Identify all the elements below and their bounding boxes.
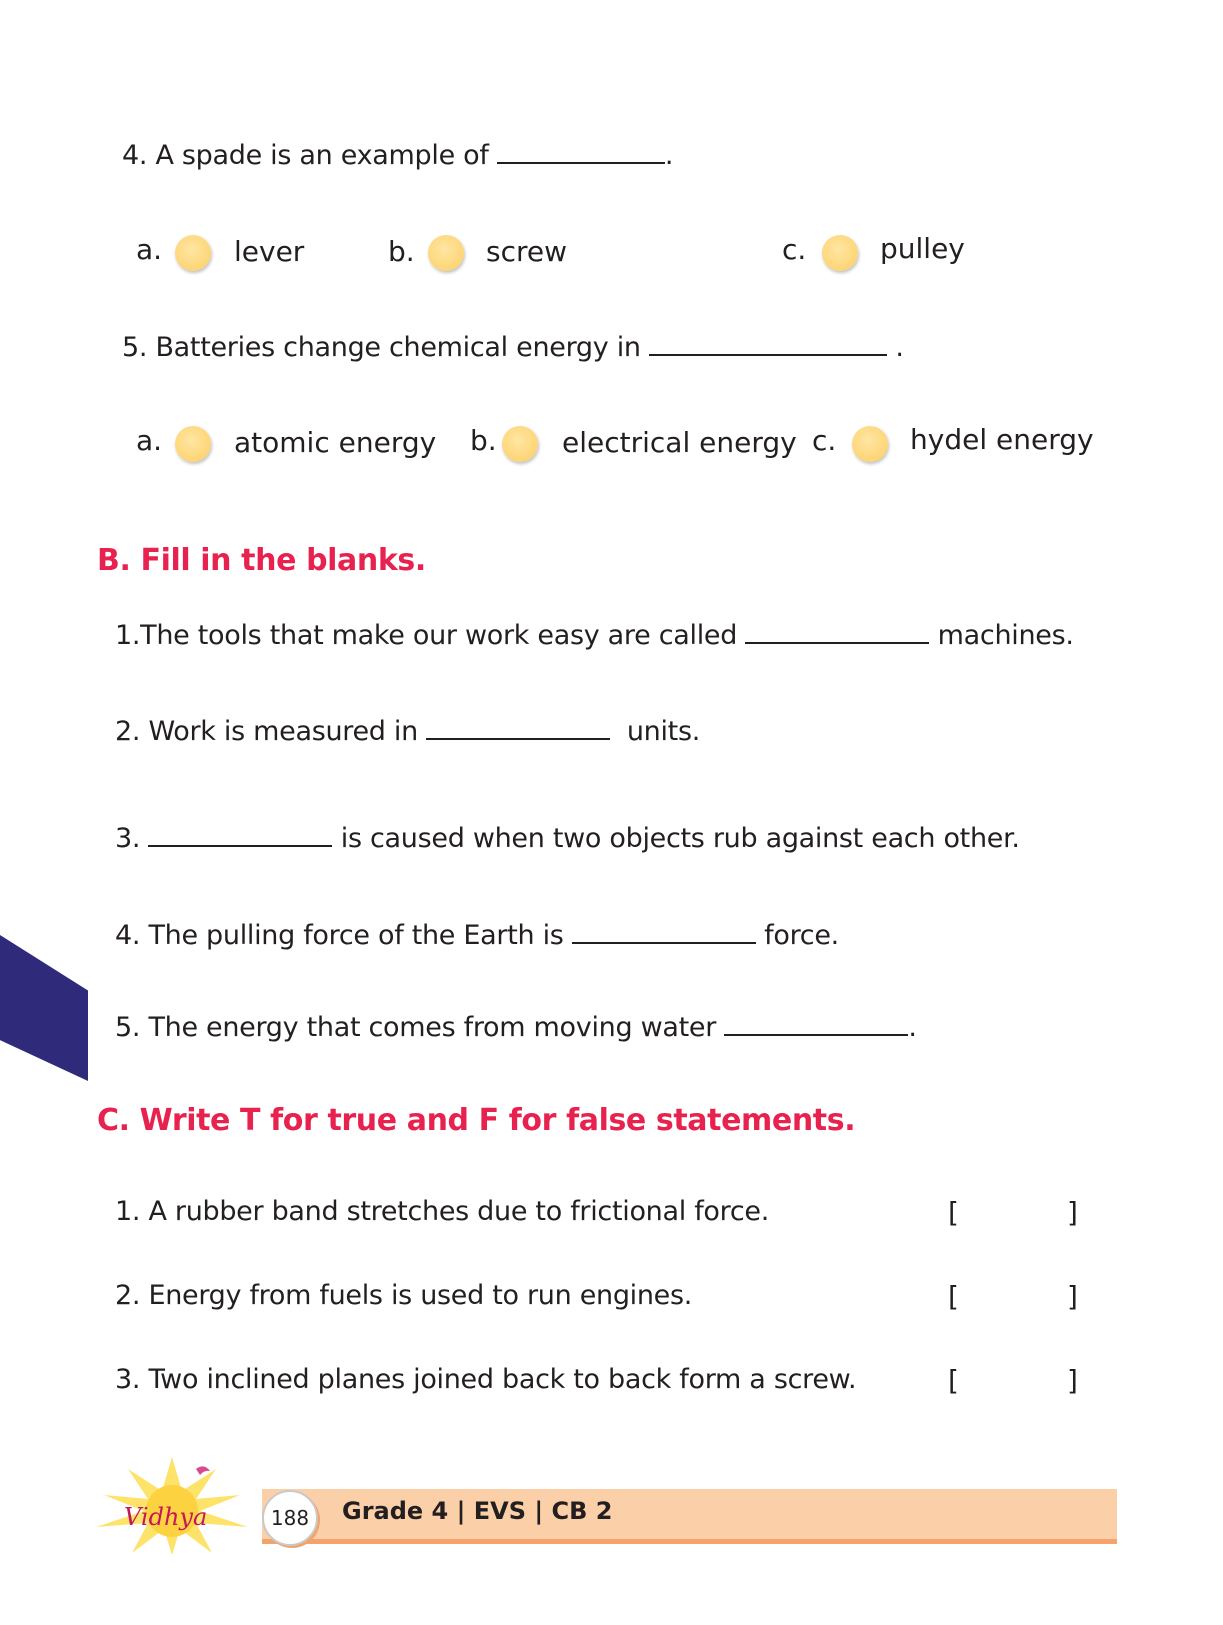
answer-bracket-close: ]: [1067, 1280, 1078, 1313]
answer-bracket-open: [: [948, 1196, 959, 1229]
q4-option-b-label: screw: [486, 235, 568, 268]
q5-option-b-label: electrical energy: [562, 426, 797, 459]
section-c-heading: C. Write T for true and F for false statements.: [97, 1103, 856, 1138]
fill-blank-text: force.: [764, 920, 839, 951]
true-false-statement: 3. Two inclined planes joined back to back form a screw.: [115, 1364, 857, 1395]
answer-blank[interactable]: [745, 620, 929, 644]
bird-icon: [196, 1466, 210, 1475]
fill-blank-text: is caused when two objects rub against each other.: [340, 823, 1020, 854]
fill-blank-text: 4. The pulling force of the Earth is: [115, 920, 564, 951]
answer-blank[interactable]: [649, 332, 887, 356]
footer-text: Grade 4 | EVS | CB 2: [342, 1497, 613, 1525]
fill-blank-text: machines.: [937, 620, 1074, 651]
q5-option-b-letter: b.: [470, 424, 497, 457]
true-false-answer-box[interactable]: [962, 1360, 1068, 1396]
fill-blank-text: 5. The energy that comes from moving water: [115, 1012, 717, 1043]
fill-blank-text: .: [908, 1012, 917, 1043]
q4-option-b-bubble[interactable]: [428, 235, 464, 271]
page-number: 188: [262, 1490, 318, 1546]
true-false-statement: 2. Energy from fuels is used to run engines.: [115, 1280, 693, 1311]
question-5-text: 5. Batteries change chemical energy in: [122, 332, 641, 363]
q4-option-a-bubble[interactable]: [175, 235, 211, 271]
fill-blank-item: [115, 1012, 917, 1043]
answer-blank[interactable]: [148, 823, 332, 847]
fill-blank-text: 2. Work is measured in: [115, 716, 418, 747]
q5-option-c-letter: c.: [812, 424, 837, 457]
q5-option-a-letter: a.: [136, 424, 163, 457]
answer-blank[interactable]: [724, 1012, 908, 1036]
fill-blank-item: [115, 920, 839, 951]
true-false-statement: 1. A rubber band stretches due to frictional force.: [115, 1196, 769, 1227]
svg-text:Vidhya: Vidhya: [124, 1503, 208, 1531]
true-false-answer-box[interactable]: [962, 1192, 1068, 1228]
vidhya-logo: [88, 1455, 256, 1555]
question-4: [122, 140, 673, 171]
fill-blank-item: [115, 716, 700, 747]
fill-blank-text: units.: [626, 716, 700, 747]
q4-option-c-letter: c.: [782, 233, 807, 266]
q5-option-a-label: atomic energy: [234, 426, 437, 459]
answer-blank[interactable]: [572, 920, 756, 944]
answer-bracket-close: ]: [1067, 1196, 1078, 1229]
answer-bracket-open: [: [948, 1280, 959, 1313]
fill-blank-item: [115, 620, 1074, 651]
question-5: [122, 332, 904, 363]
q5-option-a-bubble[interactable]: [175, 426, 211, 462]
q5-option-c-label: hydel energy: [910, 423, 1094, 456]
question-end: .: [664, 140, 674, 171]
fill-blank-item: [115, 823, 1020, 854]
q5-option-b-bubble[interactable]: [502, 426, 538, 462]
q4-option-c-label: pulley: [880, 232, 965, 265]
question-4-text: 4. A spade is an example of: [122, 140, 489, 171]
answer-blank[interactable]: [426, 716, 610, 740]
true-false-answer-box[interactable]: [962, 1276, 1068, 1312]
answer-bracket-open: [: [948, 1364, 959, 1397]
side-tab-decoration: [0, 935, 88, 1081]
question-end: .: [895, 332, 904, 363]
q4-option-c-bubble[interactable]: [822, 235, 858, 271]
fill-blank-text: 1.The tools that make our work easy are called: [115, 620, 738, 651]
section-b-heading: B. Fill in the blanks.: [97, 543, 426, 578]
q5-option-c-bubble[interactable]: [852, 426, 888, 462]
answer-bracket-close: ]: [1067, 1364, 1078, 1397]
fill-blank-text: 3.: [115, 823, 141, 854]
q4-option-a-label: lever: [234, 235, 305, 268]
q4-option-a-letter: a.: [136, 233, 163, 266]
answer-blank[interactable]: [497, 140, 665, 164]
q4-option-b-letter: b.: [388, 235, 415, 268]
